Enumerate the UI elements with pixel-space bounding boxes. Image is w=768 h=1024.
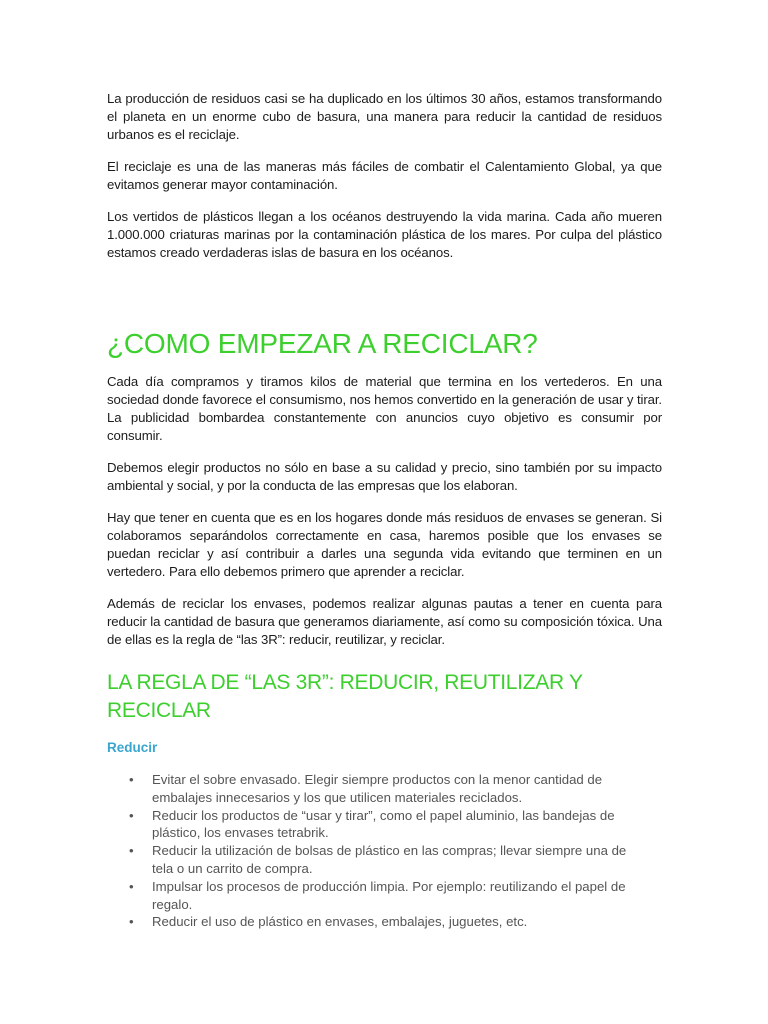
- section-heading-regla-3r: LA REGLA DE “LAS 3R”: REDUCIR, REUTILIZAR Y RECICLAR: [107, 671, 583, 722]
- section-heading-como-empezar: ¿COMO EMPEZAR A RECICLAR?: [107, 328, 538, 359]
- list-item-text: Impulsar los procesos de producción limpia. Por ejemplo: reutilizando el papel de regalo.: [152, 878, 626, 912]
- section1-paragraph-2: Debemos elegir productos no sólo en base a su calidad y precio, sino también por su impacto ambiental y social, y por la conducta de las empresas que los elaboran.: [107, 460, 662, 493]
- intro-paragraph-1: La producción de residuos casi se ha duplicado en los últimos 30 años, estamos transformando el planeta en un enorme cubo de basura, una manera para reducir la cantidad de residuos urbanos es el reciclaje.: [107, 91, 662, 142]
- intro-paragraph-2: El reciclaje es una de las maneras más fáciles de combatir el Calentamiento Global, ya que evitamos generar mayor contaminación.: [107, 159, 662, 192]
- section1-paragraph-1: Cada día compramos y tiramos kilos de material que termina en los vertederos. En una sociedad donde favorece el consumismo, nos hemos convertido en la generación de usar y tirar. La publicidad bombardea constantemente con anuncios cuyo objetivo es consumir por consumir.: [107, 374, 662, 443]
- bullet-icon: •: [129, 843, 134, 859]
- list-item-text: Evitar el sobre envasado. Elegir siempre productos con la menor cantidad de embalajes innecesarios y los que utilicen materiales reciclados.: [152, 772, 603, 805]
- bullet-icon: •: [129, 914, 134, 930]
- subheading-reducir: Reducir: [107, 740, 158, 755]
- list-item: [129, 771, 639, 807]
- reducir-list: [129, 771, 639, 931]
- list-item: [129, 842, 639, 878]
- intro-paragraph-3: Los vertidos de plásticos llegan a los océanos destruyendo la vida marina. Cada año mueren 1.000.000 criaturas marinas por la contaminación plástica de los mares. Por culpa del plástico estamos creado verdaderas islas de basura en los océanos.: [107, 209, 662, 260]
- bullet-icon: •: [129, 878, 134, 894]
- list-item: [129, 807, 639, 843]
- list-item-text: Reducir el uso de plástico en envases, embalajes, juguetes, etc.: [152, 914, 528, 930]
- section-spacer: [107, 276, 662, 327]
- list-item-text: Reducir la utilización de bolsas de plástico en las compras; llevar siempre una de tela o un carrito de compra.: [152, 843, 627, 876]
- list-item-text: Reducir los productos de “usar y tirar”, como el papel aluminio, las bandejas de plástico, los envases tetrabrik.: [152, 807, 615, 841]
- list-item: [129, 878, 639, 914]
- list-item: [129, 913, 639, 931]
- section1-paragraph-4: Además de reciclar los envases, podemos realizar algunas pautas a tener en cuenta para reducir la cantidad de basura que generamos diariamente, así como su composición tóxica. Una de ellas es la regla de “las 3R”: reducir, reutilizar, y reciclar.: [107, 596, 662, 647]
- section1-paragraph-3: Hay que tener en cuenta que es en los hogares donde más residuos de envases se generan. Si colaboramos separándolos correctamente en casa, haremos posible que los envases se puedan reciclar y así contribuir a darles una segunda vida evitando que terminen en un vertedero. Para ello debemos primero que aprender a reciclar.: [107, 510, 662, 579]
- bullet-icon: •: [129, 772, 134, 787]
- document-content: [107, 90, 662, 931]
- bullet-icon: •: [129, 807, 134, 823]
